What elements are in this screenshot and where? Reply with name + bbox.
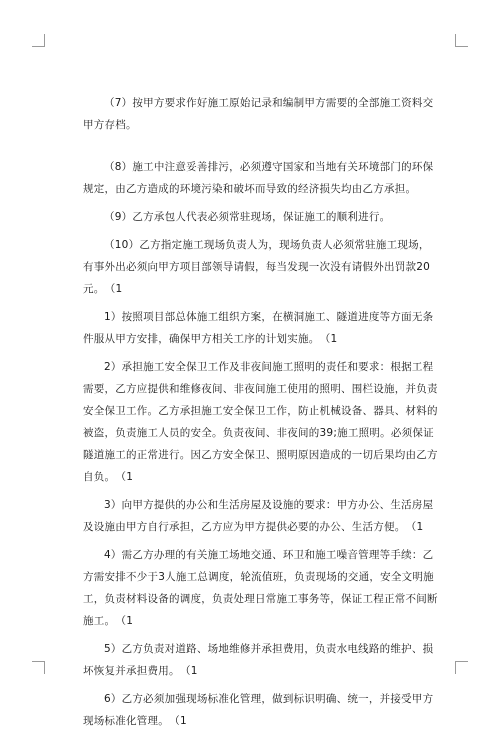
paragraph-10: （10）乙方指定施工现场负责人为，现场负责人必须常驻施工现场，有事外出必须向甲方项目部领导请假，每当发现一次没有请假外出罚款20元。 （1 [83,239,431,295]
paragraph-13: 3）向甲方提供的办公和生活房屋及设施的要求：甲方办公、生活房屋及设施由甲方自行承担，乙方应为甲方提供必要的办公、生活方便。 （1 [83,499,434,533]
crop-mark-bottom-right [455,661,468,674]
paragraph-12: 2）承担施工安全保卫工作及非夜间施工照明的责任和要求：根据工程需要，乙方应提供和维修夜间、非夜间施工使用的照明、围栏设施，并负责安全保卫工作。乙方承担施工安全保卫工作，防止机械设备、器具、材料的被盗，负责施工人员的安全。负责夜间、非夜间的39;施工照明。必须保证隧道施工的正常进行。因乙方安全保卫、照明原因造成的一切后果均由乙方自负。 （1 [83,361,438,483]
document-body [83,92,439,732]
crop-mark-bottom-left [32,661,45,674]
crop-mark-top-left [32,34,45,47]
paragraph-15: 5）乙方负责对道路、场地维修并承担费用，负责水电线路的维护、损坏恢复并承担费用。 （1 [83,643,434,677]
paragraph-7: （7）按甲方要求作好施工原始记录和编制甲方需要的全部施工资料交甲方存档。 [83,97,434,131]
crop-mark-top-right [455,34,468,47]
paragraph-14: 4）需乙方办理的有关施工场地交通、环卫和施工噪音管理等手续：乙方需安排不少于3人施工总调度，轮流值班，负责现场的交通，安全文明施工，负责材料设备的调度，负责处理日常施工事务等，保证工程正常不间断施工。 （1 [83,549,438,627]
paragraph-16: 6）乙方必须加强现场标准化管理，做到标识明确、统一，并接受甲方现场标准化管理。 （1 [83,693,434,727]
paragraph-11: 1）按照项目部总体施工组织方案，在横洞施工、隧道进度等方面无条件服从甲方安排，确保甲方相关工序的计划实施。 （1 [83,311,434,345]
paragraph-9: （9）乙方承包人代表必须常驻现场，保证施工的顺利进行。 [104,211,391,223]
paragraph-8: （8）施工中注意妥善排污，必须遵守国家和当地有关环境部门的环保规定，由乙方造成的环境污染和破坏而导致的经济损失均由乙方承担。 [83,161,434,195]
